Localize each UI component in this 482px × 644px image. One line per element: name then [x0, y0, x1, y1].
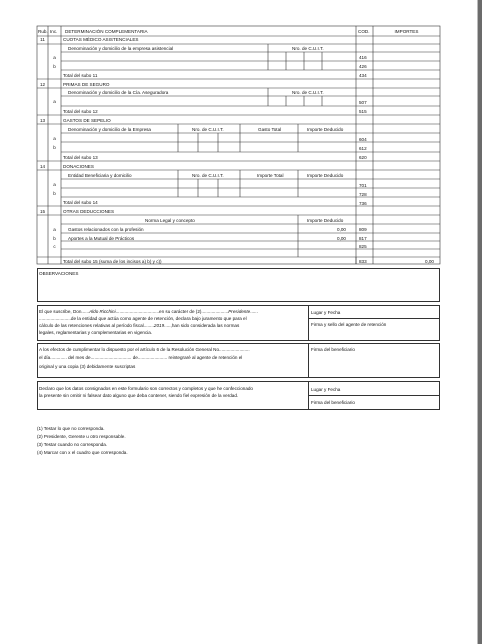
declaration-truth-hdivider	[308, 395, 440, 396]
section-14-number: 14	[39, 164, 46, 169]
section-12-total-code: 515	[359, 109, 367, 114]
section-15-norma-header: Norma Legal y concepto	[145, 218, 195, 223]
declaration-agent-line2: .........................de la entidad que actúa como agente de retención, declara bajo juramento que para el	[39, 316, 247, 321]
section-15-total-code: 833	[359, 259, 367, 264]
section-13-number: 13	[39, 118, 46, 123]
section-14-importe-total-header: Importe Total	[257, 173, 284, 178]
declaration-beneficiary-line2a: el día	[39, 355, 51, 360]
section-12-code-a: 507	[359, 100, 367, 105]
section-13-inciso-a: a	[53, 136, 56, 141]
section-15-inciso-c: c	[53, 244, 56, 249]
declaration-agent-line1: El que suscribe, Don......Aldo Ricchini..................................en su carácter de (2).....................Presidente......	[39, 309, 258, 314]
declaration-agent-line1a: El que suscribe, Don	[39, 309, 82, 314]
declaration-agent-hdivider	[308, 318, 440, 319]
declaration-agent-line3a: cálculo de las retenciones relativas al período fiscal	[39, 323, 144, 328]
declaration-truth-line2: la presente sin omitir ni falsear dato alguno que deba contener, siendo fiel expresión de la verdad.	[39, 393, 239, 398]
section-15-inciso-b: b	[53, 236, 56, 241]
section-14-code-b: 728	[359, 192, 367, 197]
declaration-beneficiary-line2b: del mes de	[68, 355, 91, 360]
declaration-agent-line3b: han sido considerada las normas	[171, 323, 240, 328]
section-11-inciso-a: a	[53, 55, 56, 60]
declaration-agent-lugar-fecha[interactable]: Lugar y Fecha	[311, 310, 341, 315]
section-15-importe-header: Importe Deducido	[307, 218, 344, 223]
section-11-total-label: Total del subo 11	[63, 73, 98, 78]
footnote-4: (4) Marcar con x el cuadro que corresponda.	[37, 450, 128, 455]
section-13-code-b: 612	[359, 146, 367, 151]
declarant-role[interactable]: Presidente	[228, 309, 251, 314]
declaration-agent-divider	[308, 305, 309, 341]
declaration-truth-firma[interactable]: Firma del beneficiario	[311, 400, 355, 405]
section-15-total-label: Total del subo 15 (suma de los incisos a) b) y c))	[63, 259, 162, 264]
declaration-agent-line3: cálculo de las retenciones relativas al período fiscal........2019.....,han sido considerada las normas	[39, 323, 240, 328]
section-14-importe-header: Importe Deducido	[307, 173, 344, 178]
declaration-agent-line4: legales, reglamentarias y complementarias en vigencia.	[39, 330, 153, 335]
section-11-cuit-header: Nro. de C.U.I.T.	[292, 46, 324, 51]
section-14-total-code: 736	[359, 201, 367, 206]
footnote-1: (1) Testar lo que no corresponda.	[37, 426, 105, 431]
section-13-total-label: Total del subo 13	[63, 155, 98, 160]
declaration-beneficiary-divider	[308, 343, 309, 378]
declaration-beneficiary-line1-text: A los efectos de cumplimentar lo dispuesto por el artículo 6 de la Resolución General No	[39, 347, 220, 352]
footnote-3: (3) Testar cuando no corresponda.	[37, 442, 108, 447]
section-15-b-value: 0,00	[337, 236, 346, 241]
section-15-code-a: 809	[359, 227, 367, 232]
declaration-beneficiary-line2d: reintegraré al agente de retención el	[168, 355, 243, 360]
section-15-title: OTRAS DEDUCCIONES	[63, 209, 115, 214]
section-15-code-c: 825	[359, 244, 367, 249]
declaration-beneficiary-line1: A los efectos de cumplimentar lo dispuesto por el artículo 6 de la Resolución General No........................	[39, 347, 250, 352]
section-14-cuit-header: Nro. de C.U.I.T.	[192, 173, 224, 178]
header-importes: IMPORTES	[394, 29, 419, 34]
section-11-title: CUOTAS MÉDICO ASISTENCIALES	[63, 37, 139, 42]
declaration-beneficiary-line2: el día............. del mes de................................ de....................... reintegraré al agente de retención el	[39, 355, 243, 360]
section-11-inciso-b: b	[53, 64, 56, 69]
section-13-total-code: 620	[359, 155, 367, 160]
fiscal-year[interactable]: 2019	[153, 323, 165, 328]
header-cod: COD.	[358, 29, 370, 34]
section-14-code-a: 701	[359, 183, 367, 188]
section-11-code-b: 426	[359, 64, 367, 69]
section-12-denominacion-header: Denominación y domicilio de la Cía. Aseguradora	[68, 90, 169, 95]
section-12-total-label: Total del subo 12	[63, 109, 98, 114]
section-13-title: GASTOS DE SEPELIO	[63, 118, 111, 123]
section-15-total-value: 0,00	[425, 259, 434, 264]
section-15-inciso-a: a	[53, 227, 56, 232]
section-11-total-code: 434	[359, 73, 367, 78]
section-14-title: DONACIONES	[63, 164, 94, 169]
section-12-title: PRIMAS DE SEGURO	[63, 82, 110, 87]
header-determinacion: DETERMINACIÓN COMPLEMENTARIA	[65, 29, 148, 34]
declaration-agent-line2-text: de la entidad que actúa como agente de retención, declara bajo juramento que para el	[70, 316, 247, 321]
section-13-inciso-b: b	[53, 145, 56, 150]
section-11-denominacion-header: Denominación y domicilio de la empresa asistencial	[68, 46, 174, 51]
section-15-code-b: 817	[359, 236, 367, 241]
declaration-truth-line1: Declaro que los datos consignados en este formulario son correctos y completos y que he confeccionado	[39, 386, 253, 391]
section-14-denominacion-header: Entidad Beneficiaria y domicilio	[68, 173, 132, 178]
declarant-name[interactable]: Aldo Ricchini	[89, 309, 116, 314]
section-14-inciso-b: b	[53, 191, 56, 196]
declaration-agent-line1b: en su carácter de (2)	[159, 309, 202, 314]
declaration-beneficiary-line3: original y una copia (3) debidamente suscriptas	[39, 364, 136, 369]
section-15-b-concept: Aportes a la Mutual de Prácticos	[68, 236, 135, 241]
section-15-a-concept: Gastos relacionados con la profesión	[68, 227, 144, 232]
section-13-gasto-header: Gasto Total	[258, 127, 282, 132]
header-inc: Inc.	[50, 29, 58, 34]
section-14-total-label: Total del subo 14	[63, 200, 98, 205]
section-13-cuit-header: Nro. de C.U.I.T.	[192, 127, 224, 132]
footnote-2: (2) Presidente, Gerente u otro responsable.	[37, 434, 126, 439]
section-13-code-a: 604	[359, 137, 367, 142]
section-12-cuit-header: Nro. de C.U.I.T.	[292, 90, 324, 95]
section-14-inciso-a: a	[53, 182, 56, 187]
section-11-number: 11	[40, 37, 45, 42]
section-13-denominacion-header: Denominación y domicilio de la Empresa	[68, 127, 151, 132]
declaration-truth-lugar-fecha[interactable]: Lugar y Fecha	[311, 387, 341, 392]
declaration-beneficiary-firma[interactable]: Firma del beneficiario	[311, 347, 355, 352]
header-rub: Rub.	[38, 29, 48, 34]
observaciones-label: OBSERVACIONES	[39, 271, 79, 276]
section-15-number: 15	[39, 209, 46, 214]
section-11-code-a: 416	[359, 55, 367, 60]
declaration-agent-firma[interactable]: Firma y sello del agente de retención	[311, 322, 387, 327]
section-13-importe-header: Importe Deducido	[307, 127, 344, 132]
declaration-beneficiary-line2c: de	[132, 355, 138, 360]
observaciones-box[interactable]	[37, 268, 440, 302]
section-12-inciso-a: a	[53, 99, 56, 104]
section-15-a-value: 0,00	[337, 227, 346, 232]
section-12-number: 12	[39, 82, 46, 87]
